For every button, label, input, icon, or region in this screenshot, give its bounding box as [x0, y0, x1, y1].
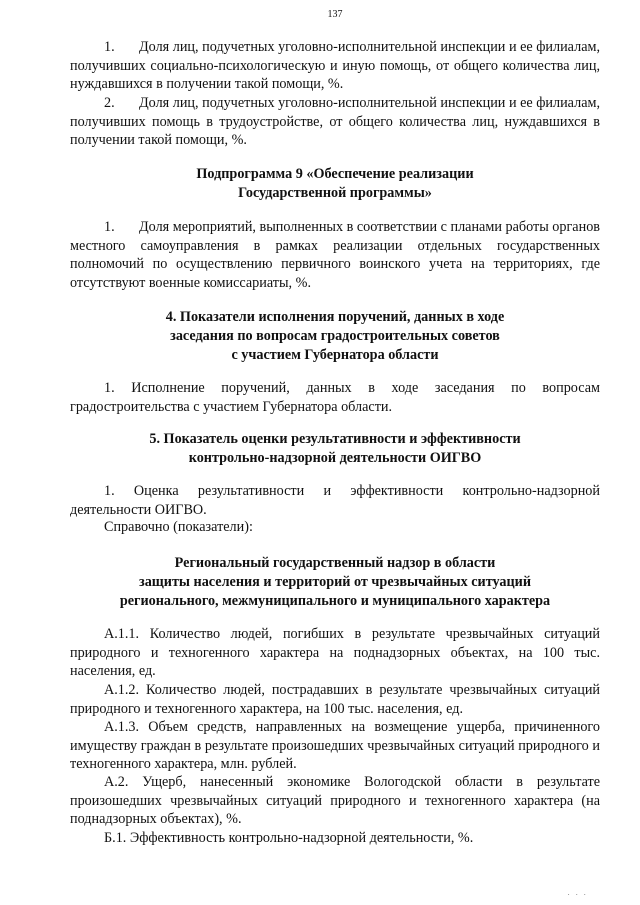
heading-line: Подпрограмма 9 «Обеспечение реализации — [196, 166, 474, 182]
item-number: 2. — [104, 95, 115, 111]
heading-line: контрольно-надзорной деятельности ОИГВО — [188, 450, 482, 466]
section-4-text: 1. Исполнение поручений, данных в ходе заседания по вопросам градостроительства с участием Губернатора области. — [70, 380, 600, 415]
subprogram-9-heading — [70, 165, 600, 203]
item-text: Доля мероприятий, выполненных в соответствии с планами работы органов местного самоуправления в рамках реализации отдельных государственных полномочий по осуществлению первичного воинского учета на территориях, где отсутствуют военные комиссариаты, %. — [70, 219, 600, 291]
heading-line: заседания по вопросам градостроительных советов — [170, 328, 500, 344]
indicator-item: А.1.1. Количество людей, погибших в результате чрезвычайных ситуаций природного и техногенного характера на поднадзорных объектах, на 100 тыс. населения, ед. — [70, 626, 600, 679]
item-number: 1. — [104, 39, 115, 55]
section-4-heading — [70, 308, 600, 365]
list-item — [70, 38, 600, 94]
heading-line: Региональный государственный надзор в области — [174, 555, 496, 571]
item-number: 1. — [104, 219, 115, 235]
heading-line: 4. Показатели исполнения поручений, данных в ходе — [165, 309, 505, 325]
list-item — [70, 94, 600, 150]
indicator-item: А.2. Ущерб, нанесенный экономике Вологодской области в результате произошедших чрезвычайных ситуаций природного и техногенного характера (на поднадзорных объектах), %. — [70, 774, 600, 827]
heading-line: 5. Показатель оценки результативности и эффективности — [149, 431, 521, 447]
heading-line: регионального, межмуниципального и муниципального характера — [119, 593, 551, 609]
heading-line: с участием Губернатора области — [231, 347, 439, 363]
list-item — [70, 218, 600, 292]
indicator-item: А.1.3. Объем средств, направленных на возмещение ущерба, причиненного имуществу граждан в результате произошедших чрезвычайных ситуаций природного и техногенного характера, млн. рублей. — [70, 719, 600, 772]
section-5-text: 1. Оценка результативности и эффективности контрольно-надзорной деятельности ОИГВО. — [70, 483, 600, 518]
heading-line: защиты населения и территорий от чрезвычайных ситуаций — [139, 574, 531, 590]
indicator-item: А.1.2. Количество людей, пострадавших в результате чрезвычайных ситуаций природного и техногенного характера, на 100 тыс. населения, ед. — [70, 682, 600, 717]
regional-supervision-heading — [70, 554, 600, 611]
reference-label: Справочно (показатели): — [104, 519, 253, 535]
scan-mark: · · · — [567, 891, 588, 899]
heading-line: Государственной программы» — [238, 185, 432, 201]
item-text: Доля лиц, подучетных уголовно-исполнительной инспекции и ее филиалам, получивших социально-психологическую и иную помощь, от общего количества лиц, нуждавшихся в получении такой помощи, %. — [70, 39, 601, 92]
section-5-heading — [70, 430, 600, 468]
page-number: 137 — [327, 9, 343, 20]
indicator-item: Б.1. Эффективность контрольно-надзорной деятельности, %. — [104, 830, 474, 846]
item-text: Доля лиц, подучетных уголовно-исполнительной инспекции и ее филиалам, получивших помощь в трудоустройстве, от общего количества лиц, нуждавшихся в получении такой помощи, %. — [70, 95, 601, 148]
